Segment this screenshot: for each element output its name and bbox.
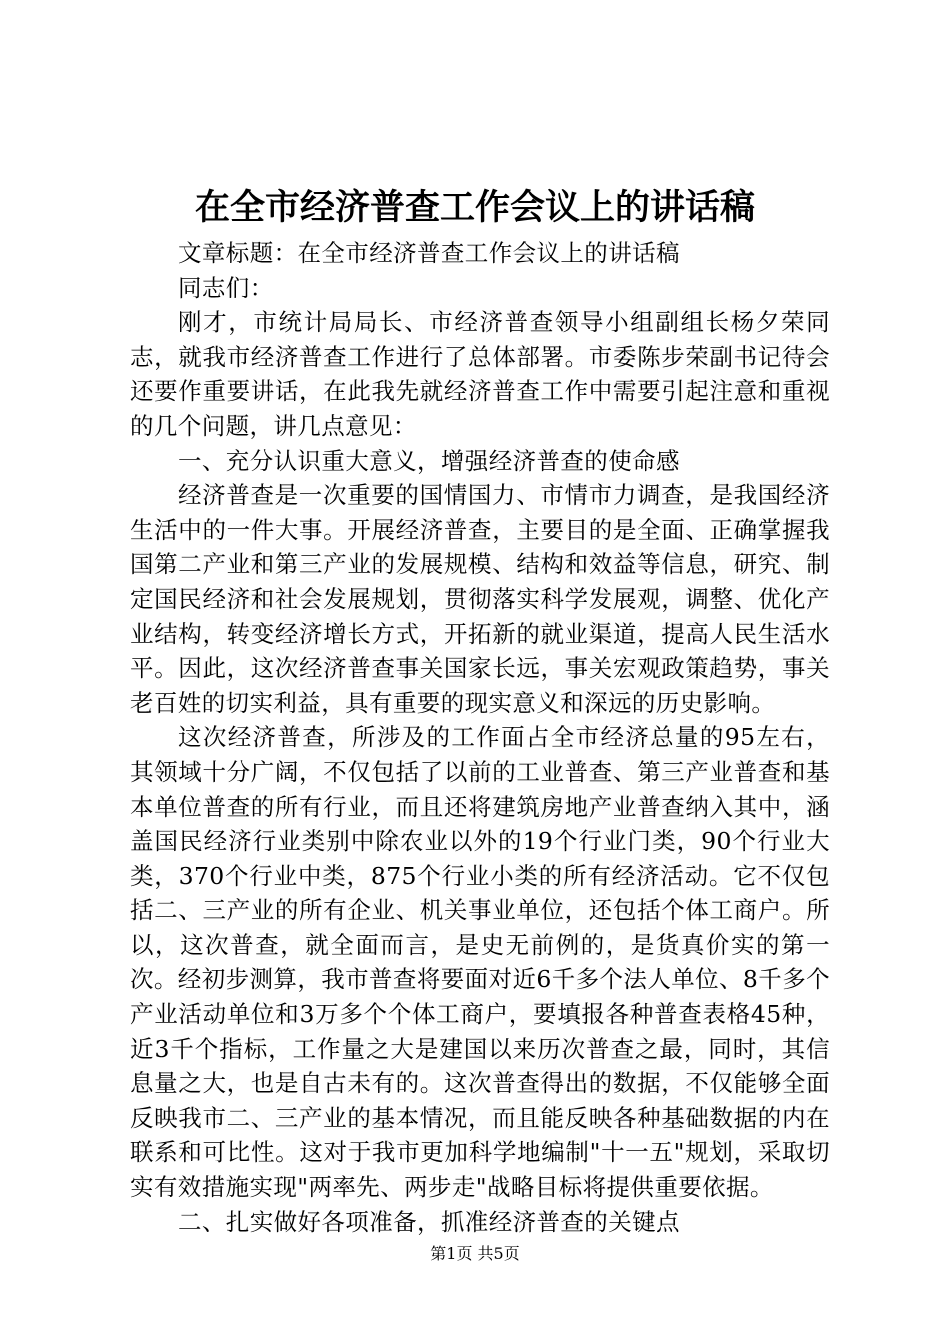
paragraph-significance: 经济普查是一次重要的国情国力、市情市力调查，是我国经济生活中的一件大事。开展经济普查，主要目的是全面、正确掌握我国第二产业和第三产业的发展规模、结构和效益等信息，研究、制定国民经济和社会发展规划，贯彻落实科学发展观，调整、优化产业结构，转变经济增长方式，开拓新的就业渠道，提高人民生活水平。因此，这次经济普查事关国家长远，事关宏观政策趋势，事关老百姓的切实利益，具有重要的现实意义和深远的历史影响。 [130,481,830,717]
article-title-line: 文章标题：在全市经济普查工作会议上的讲话稿 [178,239,680,267]
paragraph-scope: 这次经济普查，所涉及的工作面占全市经济总量的95左右，其领域十分广阔，不仅包括了以前的工业普查、第三产业普查和基本单位普查的所有行业，而且还将建筑房地产业普查纳入其中，涵盖国民经济行业类别中除农业以外的19个行业门类，90个行业大类，370个行业中类，875个行业小类的所有经济活动。它不仅包括二、三产业的所有企业、机关事业单位，还包括个体工商户。所以，这次普查，就全面而言，是史无前例的，是货真价实的第一次。经初步测算，我市普查将要面对近6千多个法人单位、8千多个产业活动单位和3万多个个体工商户，要填报各种普查表格45种，近3千个指标，工作量之大是建国以来历次普查之最，同时，其信息量之大，也是自古未有的。这次普查得出的数据，不仅能够全面反映我市二、三产业的基本情况，而且能反映各种基础数据的内在联系和可比性。这对于我市更加科学地编制"十一五"规划，采取切实有效措施实现"两率先、两步走"战略目标将提供重要依据。 [130,723,830,1202]
section-heading-1: 一、充分认识重大意义，增强经济普查的使命感 [178,446,680,475]
paragraph-intro: 刚才，市统计局局长、市经济普查领导小组副组长杨夕荣同志，就我市经济普查工作进行了总体部署。市委陈步荣副书记待会还要作重要讲话，在此我先就经济普查工作中需要引起注意和重视的几个问题，讲几点意见： [130,308,830,440]
salutation: 同志们： [178,273,274,302]
page-footer: 第1页 共5页 [430,1244,520,1263]
document-body [130,236,830,1239]
section-heading-2: 二、扎实做好各项准备，抓准经济普查的关键点 [178,1207,680,1236]
document-title: 在全市经济普查工作会议上的讲话稿 [194,187,755,228]
